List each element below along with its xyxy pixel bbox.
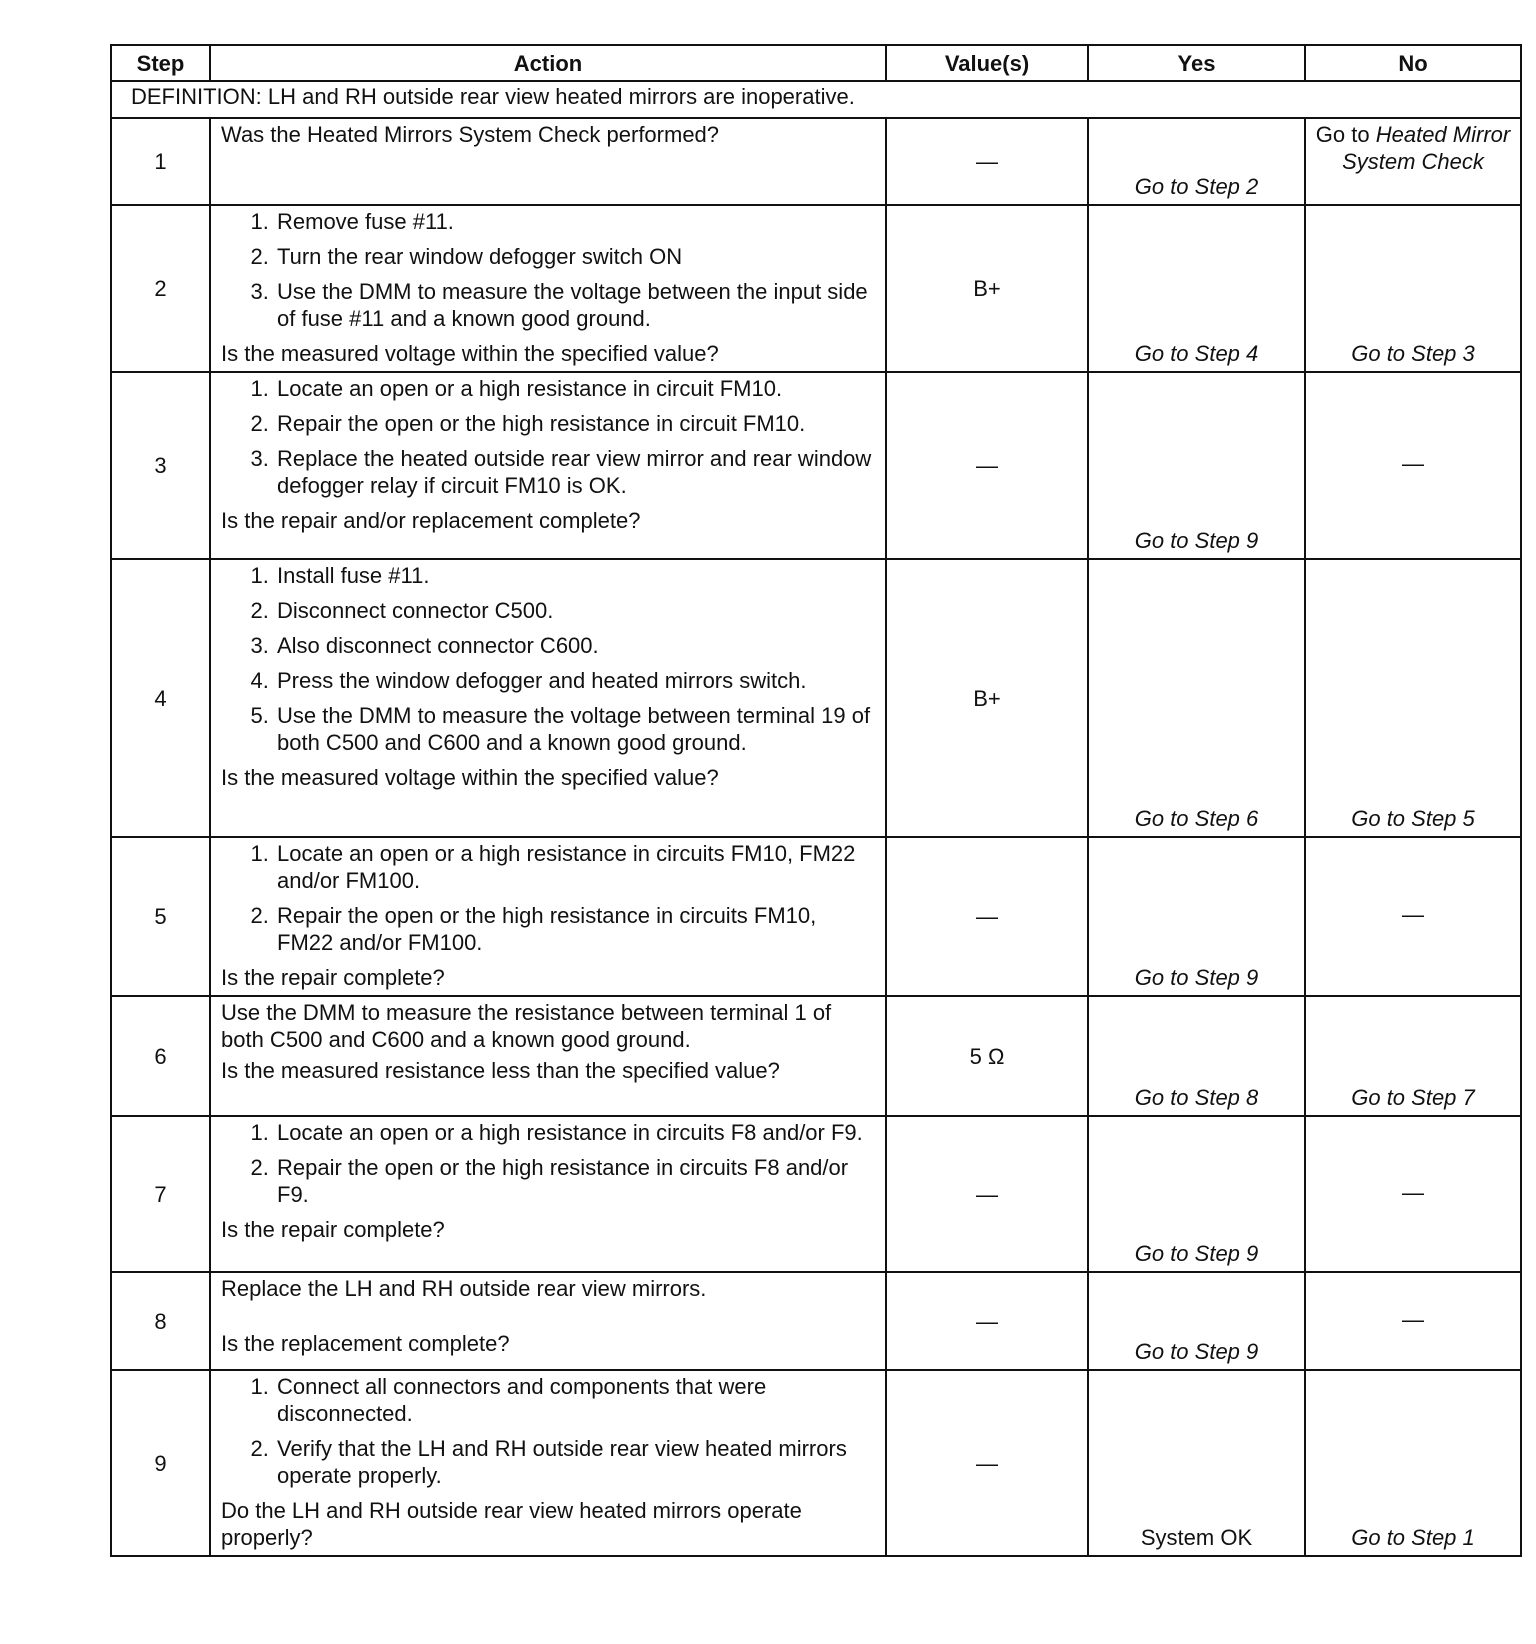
step-number: 1 [111,118,210,205]
list-item: 1. Locate an open or a high resistance in circuits FM10, FM22 and/or FM100. [275,840,875,894]
no-cell: Go to Step 1 [1305,1370,1521,1556]
no-cell [1305,118,1521,205]
action-text: Use the DMM to measure the resistance between terminal 1 of both C500 and C600 and a known good ground. [221,1000,832,1052]
step-number: 4 [111,559,210,837]
list-item: 1. Locate an open or a high resistance in circuits F8 and/or F9. [275,1119,875,1146]
header-yes: Yes [1088,45,1305,81]
action-cell [210,559,886,837]
action-list [221,840,875,956]
yes-cell: Go to Step 9 [1088,1272,1305,1370]
table-row [111,1116,1521,1272]
list-item: 2. Repair the open or the high resistance in circuit FM10. [275,410,875,437]
list-item: 3. Also disconnect connector C600. [275,632,875,659]
action-cell [210,118,886,205]
table-row [111,1370,1521,1556]
list-item: 1. Install fuse #11. [275,562,875,589]
list-item: 1. Connect all connectors and components that were disconnected. [275,1373,875,1427]
header-row [111,45,1521,81]
value-cell: — [886,1116,1088,1272]
list-item: 1. Remove fuse #11. [275,208,875,235]
action-list [221,1119,875,1208]
step-number: 9 [111,1370,210,1556]
header-action: Action [210,45,886,81]
value-cell: B+ [886,559,1088,837]
header-values: Value(s) [886,45,1088,81]
no-cell: — [1305,837,1521,996]
action-question: Is the replacement complete? [221,1331,510,1356]
yes-cell: Go to Step 9 [1088,372,1305,559]
action-cell [210,996,886,1116]
action-cell [210,1272,886,1370]
list-item: 5. Use the DMM to measure the voltage between terminal 19 of both C500 and C600 and a known good ground. [275,702,875,756]
table-row [111,837,1521,996]
list-item: 4. Press the window defogger and heated mirrors switch. [275,667,875,694]
action-cell [210,372,886,559]
yes-cell: Go to Step 6 [1088,559,1305,837]
no-cell: Go to Step 5 [1305,559,1521,837]
no-cell: Go to Step 7 [1305,996,1521,1116]
spacer [221,1306,875,1330]
step-number: 3 [111,372,210,559]
yes-cell: Go to Step 9 [1088,837,1305,996]
action-list [221,562,875,756]
header-no: No [1305,45,1521,81]
table-row [111,996,1521,1116]
definition-row [111,81,1521,118]
step-number: 7 [111,1116,210,1272]
list-item: 2. Repair the open or the high resistance in circuits F8 and/or F9. [275,1154,875,1208]
action-question: Is the measured voltage within the specified value? [221,765,719,790]
table-row [111,118,1521,205]
step-number: 8 [111,1272,210,1370]
value-cell: — [886,372,1088,559]
list-item: 3. Use the DMM to measure the voltage between the input side of fuse #11 and a known good ground. [275,278,875,332]
yes-cell: Go to Step 8 [1088,996,1305,1116]
action-question: Is the repair complete? [221,965,445,990]
value-cell: 5 Ω [886,996,1088,1116]
diagnostic-table [110,44,1522,1557]
table-row [111,372,1521,559]
value-cell: B+ [886,205,1088,372]
action-cell [210,1116,886,1272]
list-item: 2. Verify that the LH and RH outside rear view heated mirrors operate properly. [275,1435,875,1489]
action-list [221,1373,875,1489]
table-row [111,559,1521,837]
no-link-text: Heated Mirror System Check [1342,122,1511,174]
list-item: 2. Disconnect connector C500. [275,597,875,624]
no-cell: — [1305,1116,1521,1272]
list-item: 3. Replace the heated outside rear view mirror and rear window defogger relay if circuit FM10 is OK. [275,445,875,499]
list-item: 2. Repair the open or the high resistance in circuits FM10, FM22 and/or FM100. [275,902,875,956]
action-list [221,375,875,499]
action-list [221,208,875,332]
list-item: 2. Turn the rear window defogger switch ON [275,243,875,270]
action-text: Was the Heated Mirrors System Check performed? [221,122,720,147]
action-question: Is the repair complete? [221,1217,445,1242]
table-row [111,1272,1521,1370]
value-cell: — [886,118,1088,205]
yes-cell: Go to Step 9 [1088,1116,1305,1272]
step-number: 2 [111,205,210,372]
definition-text: DEFINITION: LH and RH outside rear view heated mirrors are inoperative. [111,81,1521,118]
yes-cell: Go to Step 4 [1088,205,1305,372]
step-number: 5 [111,837,210,996]
value-cell: — [886,1272,1088,1370]
action-cell [210,1370,886,1556]
table-row [111,205,1521,372]
no-prefix: Go to [1315,122,1376,147]
no-cell: — [1305,1272,1521,1370]
action-text: Replace the LH and RH outside rear view mirrors. [221,1276,707,1301]
action-question: Do the LH and RH outside rear view heated mirrors operate properly? [221,1498,802,1550]
value-cell: — [886,837,1088,996]
yes-cell: Go to Step 2 [1088,118,1305,205]
list-item: 1. Locate an open or a high resistance in circuit FM10. [275,375,875,402]
no-cell: — [1305,372,1521,559]
header-step: Step [111,45,210,81]
action-question: Is the repair and/or replacement complete? [221,508,641,533]
no-cell: Go to Step 3 [1305,205,1521,372]
action-cell [210,837,886,996]
yes-cell: System OK [1088,1370,1305,1556]
step-number: 6 [111,996,210,1116]
action-question: Is the measured resistance less than the specified value? [221,1058,780,1083]
action-cell [210,205,886,372]
action-question: Is the measured voltage within the specified value? [221,341,719,366]
value-cell: — [886,1370,1088,1556]
